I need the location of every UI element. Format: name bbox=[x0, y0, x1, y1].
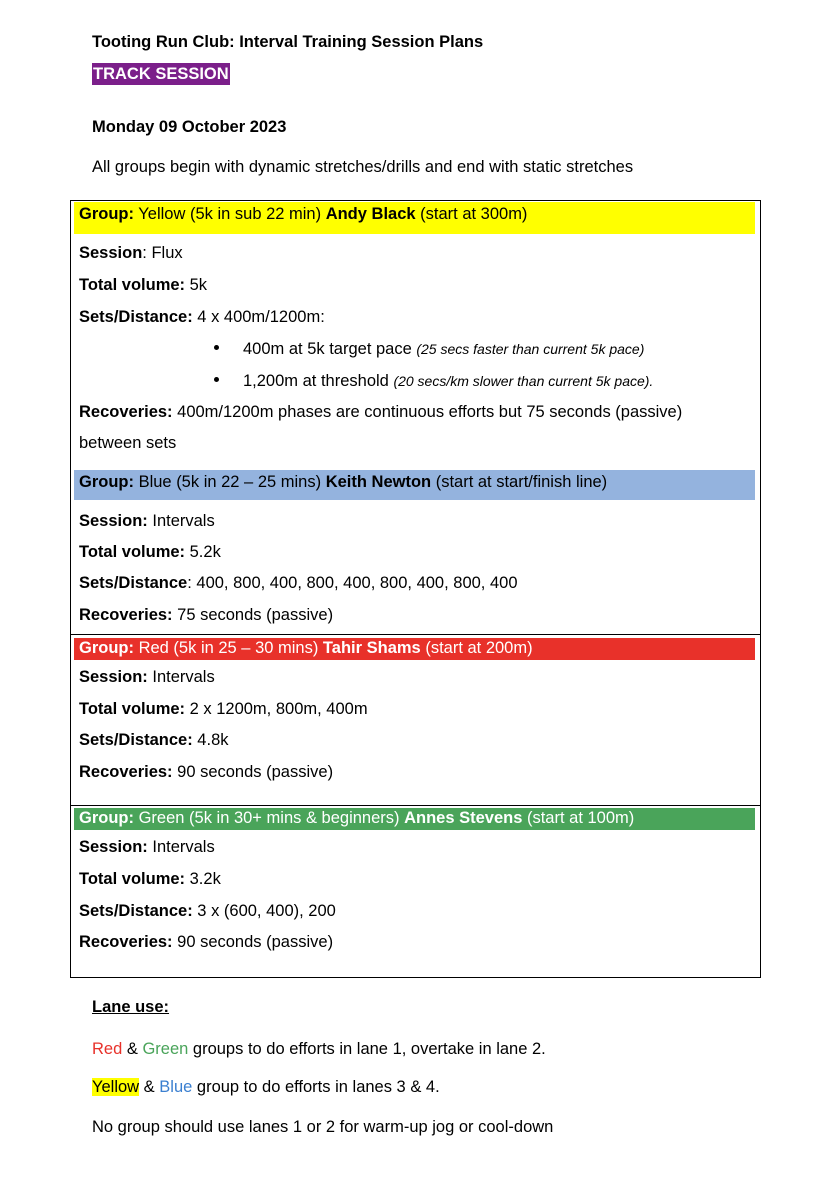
green-label: Green bbox=[142, 1040, 189, 1058]
group-description: Red (5k in 25 – 30 mins) bbox=[134, 639, 323, 657]
group-leader: Tahir Shams bbox=[322, 639, 421, 657]
sets-value: : 400, 800, 400, 800, 400, 800, 400, 800, 400 bbox=[187, 574, 518, 592]
lane-rule-1 bbox=[92, 1040, 546, 1059]
session-label: Session: bbox=[79, 668, 148, 686]
group-description: Green (5k in 30+ mins & beginners) bbox=[134, 809, 405, 827]
group-description: Yellow (5k in sub 22 min) bbox=[134, 205, 326, 223]
ampersand: & bbox=[139, 1078, 160, 1096]
session-value: Intervals bbox=[147, 512, 215, 530]
green-volume bbox=[79, 870, 221, 889]
volume-label: Total volume: bbox=[79, 276, 186, 294]
group-leader: Annes Stevens bbox=[404, 809, 523, 827]
recoveries-value: 90 seconds (passive) bbox=[172, 933, 334, 951]
recoveries-label: Recoveries: bbox=[79, 606, 173, 624]
page-title: Tooting Run Club: Interval Training Session Plans bbox=[92, 33, 484, 51]
bullet-icon bbox=[214, 377, 219, 382]
recoveries-value: 75 seconds (passive) bbox=[172, 606, 334, 624]
session-value: : Flux bbox=[142, 244, 183, 262]
volume-value: 3.2k bbox=[185, 870, 221, 888]
yellow-recoveries bbox=[79, 403, 682, 422]
group-header-yellow bbox=[74, 202, 755, 234]
rule-text: group to do efforts in lanes 3 & 4. bbox=[192, 1078, 440, 1096]
group-start: (start at 200m) bbox=[420, 639, 533, 657]
sets-label: Sets/Distance: bbox=[79, 902, 193, 920]
blue-session bbox=[79, 512, 215, 531]
group-label: Group: bbox=[79, 809, 134, 827]
session-label: Session bbox=[79, 244, 143, 262]
group-start: (start at start/finish line) bbox=[431, 473, 608, 491]
volume-value: 2 x 1200m, 800m, 400m bbox=[185, 700, 368, 718]
yellow-label: Yellow bbox=[92, 1078, 140, 1096]
blue-volume bbox=[79, 543, 221, 562]
session-date: Monday 09 October 2023 bbox=[92, 118, 287, 136]
bullet-note: (20 secs/km slower than current 5k pace). bbox=[393, 373, 654, 389]
sets-value: 4.8k bbox=[192, 731, 229, 749]
yellow-sets bbox=[79, 308, 325, 327]
session-value: Intervals bbox=[147, 668, 215, 686]
yellow-bullet-2 bbox=[214, 372, 653, 391]
divider-green bbox=[70, 805, 761, 806]
group-label: Group: bbox=[79, 639, 134, 657]
group-label: Group: bbox=[79, 473, 134, 491]
group-leader: Keith Newton bbox=[325, 473, 432, 491]
green-recoveries bbox=[79, 933, 333, 952]
red-sets bbox=[79, 731, 229, 750]
intro-text: All groups begin with dynamic stretches/drills and end with static stretches bbox=[92, 158, 634, 176]
bullet-text: 1,200m at threshold bbox=[243, 372, 394, 390]
red-volume bbox=[79, 700, 368, 719]
recoveries-value: 90 seconds (passive) bbox=[172, 763, 334, 781]
group-header-green bbox=[74, 808, 755, 830]
group-header-red bbox=[74, 638, 755, 660]
group-header-blue bbox=[74, 470, 755, 500]
session-value: Intervals bbox=[147, 838, 215, 856]
sets-label: Sets/Distance: bbox=[79, 731, 193, 749]
yellow-recoveries-cont: between sets bbox=[79, 434, 177, 452]
session-label: Session: bbox=[79, 512, 148, 530]
group-start: (start at 300m) bbox=[415, 205, 528, 223]
volume-label: Total volume: bbox=[79, 543, 186, 561]
yellow-volume bbox=[79, 276, 207, 295]
divider-red bbox=[70, 634, 761, 635]
blue-sets bbox=[79, 574, 518, 593]
yellow-bullet-1 bbox=[214, 340, 644, 359]
bullet-note: (25 secs faster than current 5k pace) bbox=[416, 341, 645, 357]
recoveries-label: Recoveries: bbox=[79, 933, 173, 951]
volume-value: 5k bbox=[185, 276, 208, 294]
yellow-session bbox=[79, 244, 183, 263]
blue-recoveries bbox=[79, 606, 333, 625]
red-session bbox=[79, 668, 215, 687]
red-label: Red bbox=[92, 1040, 123, 1058]
rule-text: groups to do efforts in lane 1, overtake in lane 2. bbox=[188, 1040, 546, 1058]
group-start: (start at 100m) bbox=[522, 809, 635, 827]
group-description: Blue (5k in 22 – 25 mins) bbox=[134, 473, 326, 491]
group-label: Group: bbox=[79, 205, 134, 223]
recoveries-value: 400m/1200m phases are continuous efforts but 75 seconds (passive) bbox=[172, 403, 683, 421]
green-sets bbox=[79, 902, 336, 921]
lane-rule-2 bbox=[92, 1078, 440, 1097]
sets-value: 3 x (600, 400), 200 bbox=[192, 902, 336, 920]
volume-label: Total volume: bbox=[79, 870, 186, 888]
ampersand: & bbox=[122, 1040, 143, 1058]
lane-use-heading: Lane use: bbox=[92, 998, 170, 1016]
green-session bbox=[79, 838, 215, 857]
sets-label: Sets/Distance: bbox=[79, 308, 193, 326]
volume-value: 5.2k bbox=[185, 543, 221, 561]
recoveries-label: Recoveries: bbox=[79, 763, 173, 781]
recoveries-label: Recoveries: bbox=[79, 403, 173, 421]
blue-label: Blue bbox=[159, 1078, 193, 1096]
red-recoveries bbox=[79, 763, 333, 782]
sets-value: 4 x 400m/1200m: bbox=[192, 308, 325, 326]
session-label: Session: bbox=[79, 838, 148, 856]
sets-label: Sets/Distance bbox=[79, 574, 188, 592]
volume-label: Total volume: bbox=[79, 700, 186, 718]
group-leader: Andy Black bbox=[325, 205, 416, 223]
bullet-icon bbox=[214, 345, 219, 350]
session-type-badge: TRACK SESSION bbox=[93, 65, 229, 83]
bullet-text: 400m at 5k target pace bbox=[243, 340, 417, 358]
lane-rule-3: No group should use lanes 1 or 2 for warm-up jog or cool-down bbox=[92, 1118, 554, 1136]
